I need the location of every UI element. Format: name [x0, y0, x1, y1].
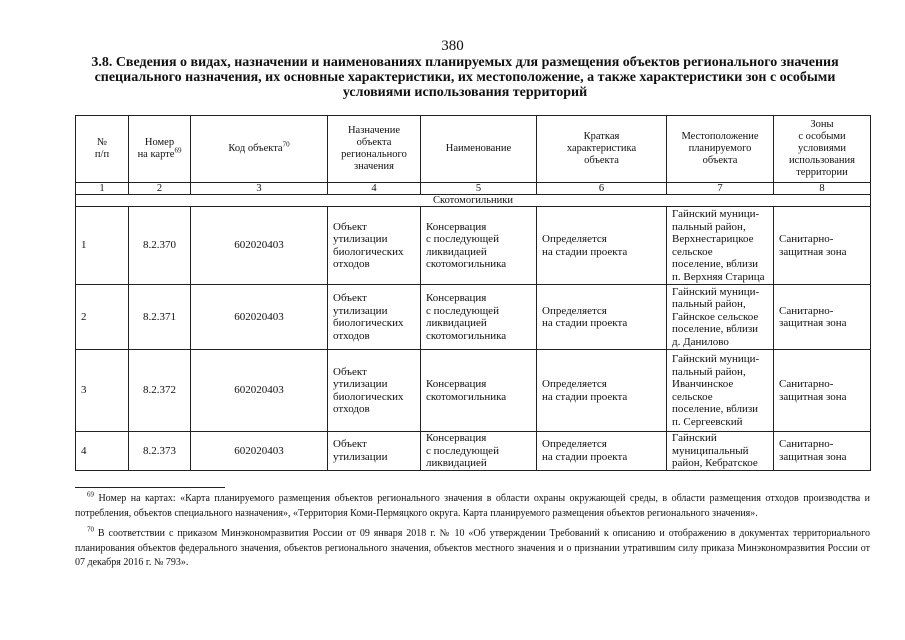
row-number: 3 [76, 350, 129, 432]
page-number: 380 [441, 38, 464, 54]
object-location: Гайнский муници- пальный район, Верхнестарицкое сельское поселение, вблизи п. Верхняя Старица [667, 207, 774, 285]
object-zone: Санитарно- защитная зона [774, 350, 871, 432]
footnote-divider [75, 487, 225, 488]
object-location: Гайнский муници- пальный район, Гайнское сельское поселение, вблизи д. Данилово [667, 285, 774, 350]
header-num: № п/п [76, 116, 129, 183]
objects-table [75, 115, 871, 471]
header-purpose: Назначение объекта регионального значения [328, 116, 421, 183]
header-name: Наименование [421, 116, 537, 183]
object-purpose: Объект утилизации биологических отходов [328, 207, 421, 285]
object-location: Гайнский муници- пальный район, Иванчинское сельское поселение, вблизи п. Сергеевский [667, 350, 774, 432]
map-number: 8.2.371 [129, 285, 191, 350]
object-name: Консервация скотомогильника [421, 350, 537, 432]
footnotes [75, 492, 870, 577]
header-object-code: Код объекта$^{70}$ [191, 116, 328, 183]
map-number: 8.2.370 [129, 207, 191, 285]
row-number: 1 [76, 207, 129, 285]
footnote-mark: 69 [87, 490, 94, 499]
object-zone: Санитарно- защитная зона [774, 285, 871, 350]
column-number: 5 [421, 183, 537, 195]
column-number: 7 [667, 183, 774, 195]
object-characteristic: Определяется на стадии проекта [537, 432, 667, 471]
object-code: 602020403 [191, 285, 328, 350]
footnote-text: В соответствии с приказом Минэкономразвития России от 09 января 2018 г. № 10 «Об утверждении Требований к описанию и отображению в документах территориального планирования объектов федерального значения, объектов регионального значения, объектов местного значения и о признании утратившим силу приказа Минэкономразвития России от 07 декабря 2016 г. № 793». [75, 528, 870, 569]
object-zone: Санитарно- защитная зона [774, 207, 871, 285]
column-number-row [76, 183, 871, 195]
object-characteristic: Определяется на стадии проекта [537, 285, 667, 350]
header-location: Местоположение планируемого объекта [667, 116, 774, 183]
column-number: 6 [537, 183, 667, 195]
footnote-mark: 70 [87, 525, 94, 534]
column-number: 3 [191, 183, 328, 195]
object-code: 602020403 [191, 432, 328, 471]
column-number: 4 [328, 183, 421, 195]
column-number: 2 [129, 183, 191, 195]
row-number: 2 [76, 285, 129, 350]
object-name: Консервация с последующей ликвидацией скотомогильника [421, 207, 537, 285]
header-zones: Зоны с особыми условиями использования территории [774, 116, 871, 183]
table-row [76, 207, 871, 285]
footnote-text: Номер на картах: «Карта планируемого размещения объектов регионального значения в области охраны окружающей среды, в области размещения отходов производства и потребления, объектов специального назначения», «Территория Коми-Пермяцкого округа. Карта планируемого размещения объектов регионального значения». [75, 493, 870, 519]
footnote-69 [75, 492, 870, 521]
map-number: 8.2.373 [129, 432, 191, 471]
column-number: 8 [774, 183, 871, 195]
section-row [76, 195, 871, 207]
object-characteristic: Определяется на стадии проекта [537, 207, 667, 285]
object-purpose: Объект утилизации биологических отходов [328, 350, 421, 432]
table-header-row [76, 116, 871, 183]
table-row [76, 285, 871, 350]
column-number: 1 [76, 183, 129, 195]
footnote-ref-70: 70 [282, 140, 290, 149]
header-map-number: Номер на карте$^{69}$ [129, 116, 191, 183]
object-code: 602020403 [191, 350, 328, 432]
object-purpose: Объект утилизации [328, 432, 421, 471]
object-characteristic: Определяется на стадии проекта [537, 350, 667, 432]
object-purpose: Объект утилизации биологических отходов [328, 285, 421, 350]
footnote-70 [75, 527, 870, 571]
row-number: 4 [76, 432, 129, 471]
header-characteristic: Краткая характеристика объекта [537, 116, 667, 183]
object-location: Гайнский муниципальный район, Кебратское [667, 432, 774, 471]
object-code: 602020403 [191, 207, 328, 285]
section-heading: Скотомогильники [76, 195, 871, 207]
map-number: 8.2.372 [129, 350, 191, 432]
section-title: 3.8. Сведения о видах, назначении и наименованиях планируемых для размещения объектов регионального значения специального назначения, их основные характеристики, их местоположение, а также характеристики зон с особыми условиями использования территорий [91, 55, 839, 100]
object-zone: Санитарно- защитная зона [774, 432, 871, 471]
footnote-ref-69: 69 [174, 146, 182, 155]
table-row [76, 432, 871, 471]
object-name: Консервация с последующей ликвидацией скотомогильника [421, 285, 537, 350]
table-row [76, 350, 871, 432]
object-name: Консервация с последующей ликвидацией [421, 432, 537, 471]
